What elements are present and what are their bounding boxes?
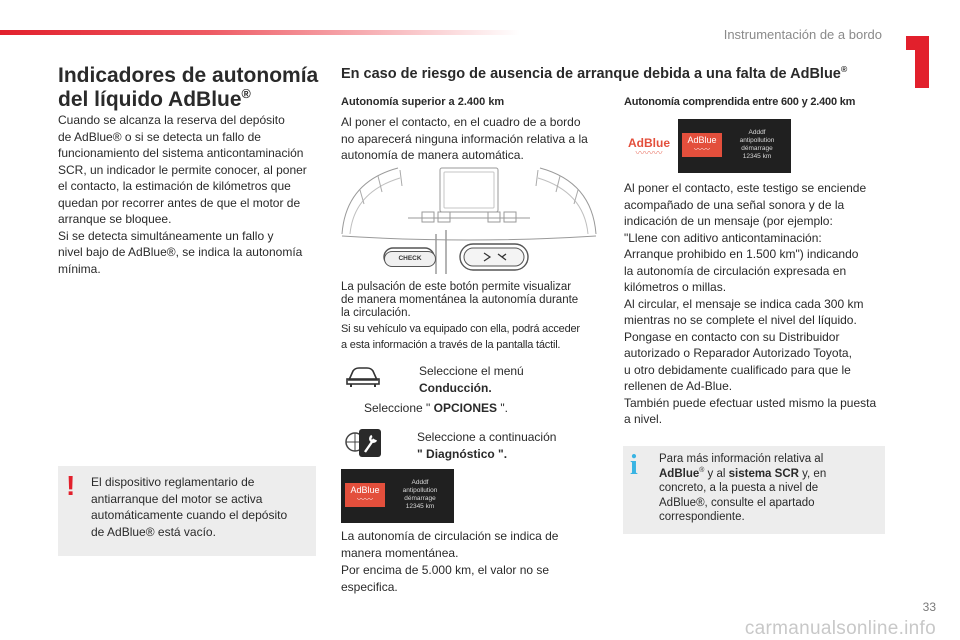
subhead-above-2400: Autonomía superior a 2.400 km [341,96,505,108]
adblue-warning-chip: AdBlue 〰〰 [682,133,722,157]
section-title: Instrumentación de a bordo [723,27,882,42]
info-icon: i [630,450,638,481]
diagnostic-wrench-icon [343,427,383,459]
watermark: carmanualsonline.info [744,618,936,639]
subhead-600-2400: Autonomía comprendida entre 600 y 2.400 km [624,96,856,108]
after-paragraph-2: Por encima de 5.000 km, el valor no se especifica. [341,563,550,594]
adblue-display-middle [341,469,454,523]
info-text: Para más información relativa al AdBlue® y al sistema SCR y, en concreto, a la puesta a nivel de AdBlue®, consulte el apartado correspondiente. [659,453,827,523]
car-driving-menu-icon [345,366,381,388]
touchscreen-note: Si su vehículo va equipado con ella, podrá acceder a esta información a través de la pantalla táctil. [341,323,580,351]
chapter-number-1 [906,36,938,88]
page-number: 33 [922,600,936,614]
section-subtitle: En caso de riesgo de ausencia de arranque debida a una falta de AdBlue® [341,64,848,82]
display-message: Adddf antipollution démarrage 12345 km [739,129,775,160]
warning-text: El dispositivo reglamentario de antiarranque del motor se activa automáticamente cuando el depósito de AdBlue® está vacío. [91,475,288,539]
press-paragraph: La pulsación de este botón permite visualizar de manera momentánea la autonomía durante la circulación. [341,281,579,319]
left-paragraph: Cuando se alcanza la reserva del depósito de AdBlue® o si se detecta un fallo de funcionamiento del sistema anticontaminación SCR, un indicador le permite conocer, al poner el contacto, la estimación de kilómetros que quedan por recorrer antes de que el motor de arranque se bloquee. Si se detecta simultáneamente un fallo y nivel bajo de AdBlue®, se indica la autonomía mínima. [58,113,307,276]
adblue-warning-chip: AdBlue 〰〰 [345,483,385,507]
intro-paragraph: Al poner el contacto, en el cuadro de a bordo no aparecerá ninguna información relativa a la autonomía de manera automática. [341,115,588,162]
adblue-warning-light: AdBlue 〰〰〰 [628,136,670,158]
warning-icon: ! [66,470,76,501]
right-paragraph: Al poner el contacto, este testigo se enciende acompañado de una señal sonora y de la indicación de un mensaje (por ejemplo: "Llene con aditivo anticontaminación: Arranque prohibido en 1.500 km") indicando la autonomía de circulación expresada en kilómetros o millas. Al circular, el mensaje se indica cada 300 km mientras no se complete el nivel del líquido. Pongase en contacto con su Distribuidor autorizado o Reparador Autorizado Toyota, u otro debidamente cualificado para que le rellenen de Ad-Blue. También puede efectuar usted mismo la puesta a nivel. [624,181,877,426]
adblue-display-right [678,119,791,173]
header-red-bar [0,30,520,35]
display-message: Adddf antipollution démarrage 12345 km [402,479,438,510]
step1-text: Seleccione el menú Conducción. [419,364,524,395]
check-button[interactable]: CHECK [384,251,436,267]
wave-icon: 〰〰〰 [635,148,663,158]
step3-text: Seleccione a continuación " Diagnóstico ". [417,430,557,461]
main-title: Indicadores de autonomía del líquido AdBlue® [58,64,319,111]
step2-text: Seleccione " OPCIONES ". [364,401,508,415]
after-paragraph-1: La autonomía de circulación se indica de manera momentánea. [341,529,559,560]
dashboard-illustration [338,160,600,278]
